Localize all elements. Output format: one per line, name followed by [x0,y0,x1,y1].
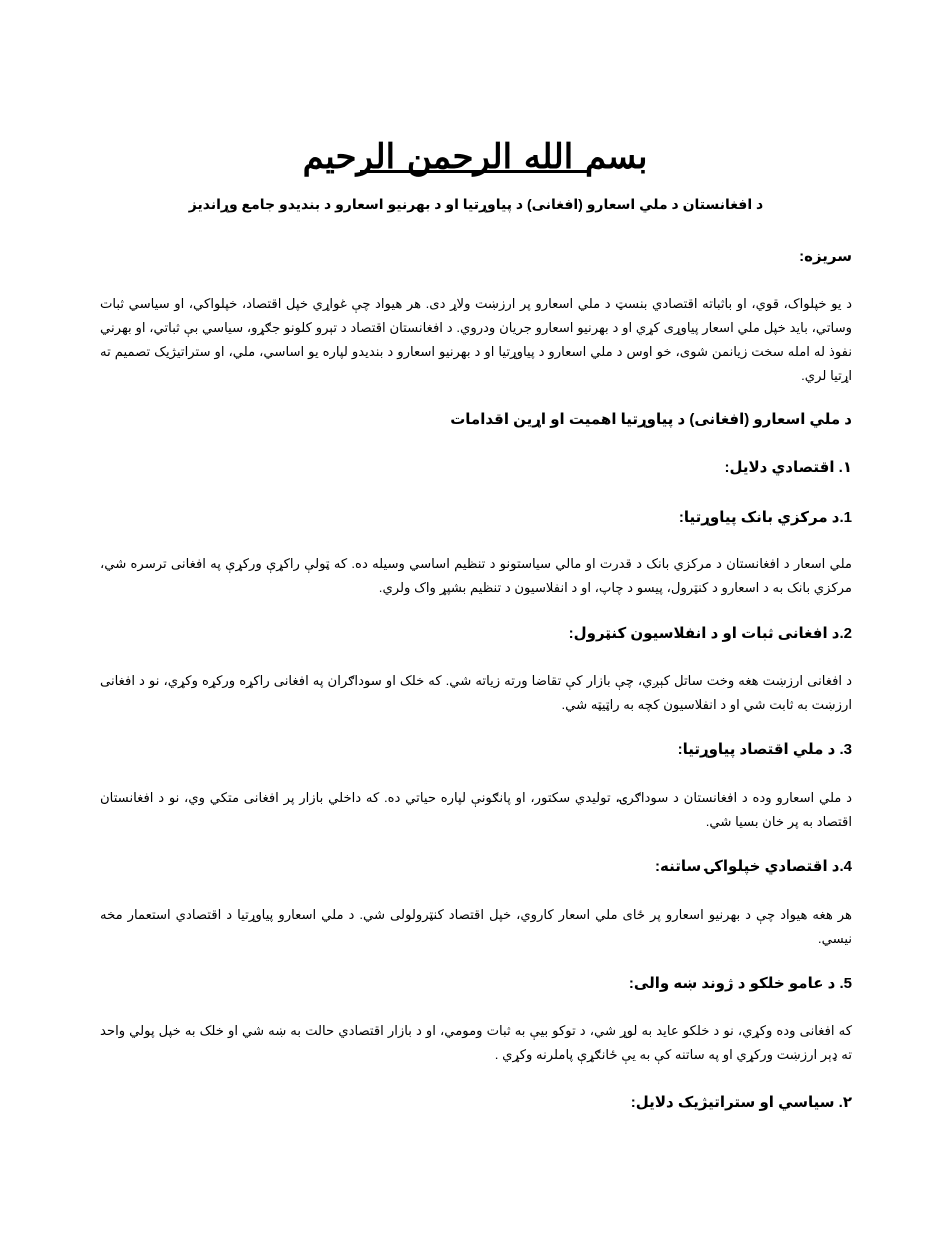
item-3-heading: 3. د ملي اقتصاد پیاوړتیا: [677,741,852,758]
section-heading: د ملي اسعارو (افغانی) د پیاوړتیا اهمیت او اړین اقدامات [450,411,852,428]
document-title: د افغانستان د ملي اسعارو (افغانی) د پیاوړتیا او د بهرنیو اسعارو د بندیدو جامع وړاندیز [188,196,764,212]
item-4-heading: 4.د اقتصادي خپلواکۍ ساتنه: [654,858,852,875]
item-1-heading: 1.د مرکزي بانک پیاوړتیا: [678,509,852,526]
economic-reasons-heading: ۱. اقتصادي دلایل: [724,459,852,476]
item-5-paragraph: که افغانی وده وکړي، نو د خلکو عاید به لوړ شي، د توکو بیې به ثبات ومومي، او د بازار اقتصادي حالت به ښه شي او خلک به خپل پولي واحد ته ډېر ارزښت ورکړي او په ساتنه کې به یې ځانګړې پاملرنه وکړي . [100,1023,852,1062]
item-4-paragraph: هر هغه هیواد چې د بهرنیو اسعارو پر ځای ملي اسعار کاروي، خپل اقتصاد کنټرولولی شي. د ملي اسعارو پیاوړتیا د اقتصادي استعمار مخه نیسي. [100,907,852,946]
item-2-heading: 2.د افغانی ثبات او د انفلاسیون کنټرول: [568,625,852,642]
basmala-text: بسم الله الرحمن الرحيم [302,137,648,177]
item-2-paragraph: د افغانی ارزښت هغه وخت ساتل کېږي، چې بازار کې تقاضا ورته زیاته شي. که خلک او سوداګران په افغانی راکړه ورکړه وکړي، نو د افغانی ارزښت به ثابت شي او د انفلاسیون کچه به راټیټه شي. [100,673,852,712]
intro-heading: سریزه: [799,248,852,265]
basmala-calligraphy [300,122,650,192]
item-5-heading: 5. د عامو خلکو د ژوند ښه والی: [628,975,852,992]
political-reasons-heading: ۲. سیاسي او ستراتیژیک دلایل: [630,1094,852,1111]
intro-paragraph: د یو خپلواک، قوي، او باثباته اقتصادي بنسټ د ملي اسعارو پر ارزښت ولاړ دی. هر هیواد چې غواړي خپل اقتصاد، خپلواکي، او سیاسي ثبات وساتي، باید خپل ملي اسعار پیاوړی کړي او د بهرنیو اسعارو جریان ودروي. د افغانستان اقتصاد د تېرو کلونو جګړو، سیاسي بې ثباتي، او بهرني نفوذ له امله سخت زیانمن شوی، خو اوس د ملي اسعارو د پیاوړتیا او د بهرنیو اسعارو د بندیدو لپاره یو اساسي، ملي، او ستراتیژیک تصمیم ته اړتیا لري. [100,296,852,383]
item-1-paragraph: ملي اسعار د افغانستان د مرکزي بانک د قدرت او مالي سیاستونو د تنظیم اساسي وسیله ده. که ټولې راکړې ورکړې په افغانی ترسره شي، مرکزي بانک به د اسعارو د کنټرول، پیسو د چاپ، او د انفلاسیون د تنظیم بشپړ واک ولري. [100,556,852,595]
item-3-paragraph: د ملي اسعارو وده د افغانستان د سوداګرۍ، تولیدي سکتور، او پانګونې لپاره حیاتي ده. که داخلي بازار پر افغانی متکي وي، نو د افغانستان اقتصاد به پر خان بسیا شي. [100,790,852,829]
